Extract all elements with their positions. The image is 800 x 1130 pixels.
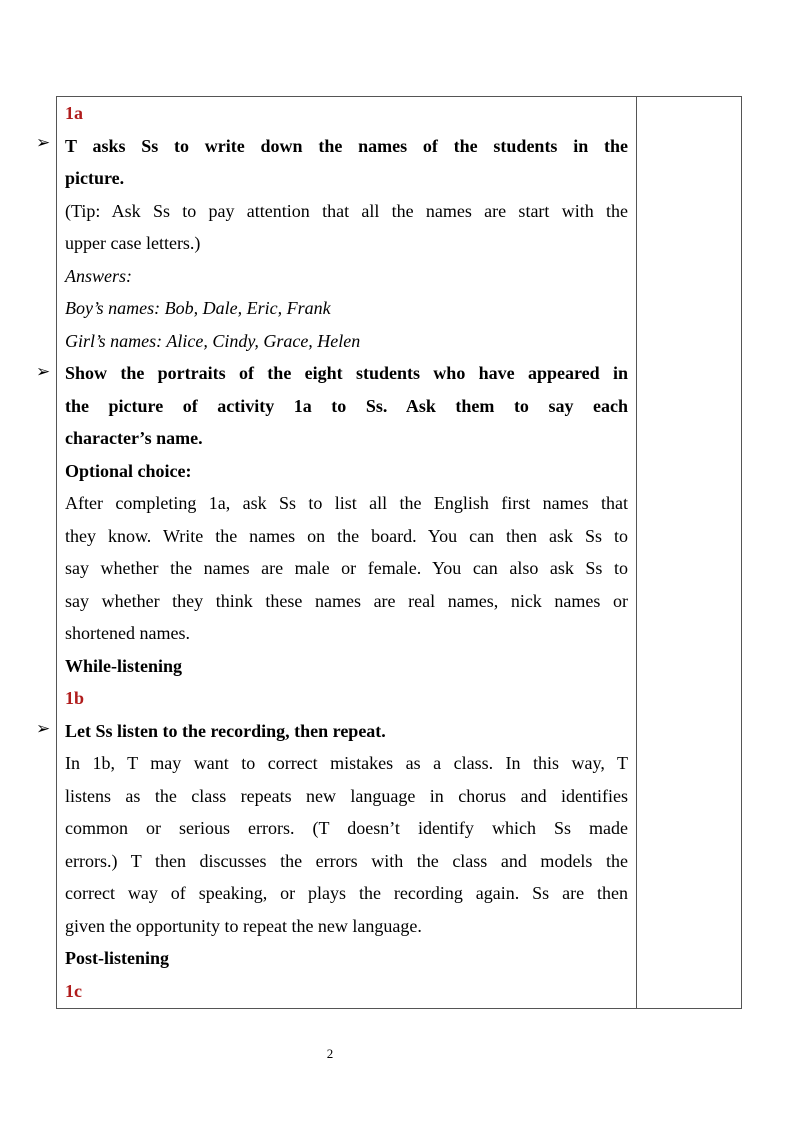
tip-line: upper case letters.) xyxy=(65,233,201,253)
body-line: given the opportunity to repeat the new language. xyxy=(65,915,422,936)
instruction-line: T asks Ss to write down the names of the students in the xyxy=(65,135,628,156)
optional-line: they know. Write the names on the board. You can then ask Ss to xyxy=(65,525,628,546)
body-line: common or serious errors. (T doesn’t identify which Ss made xyxy=(65,818,628,838)
section-1b-heading: 1b xyxy=(65,688,85,708)
bullet-arrow-icon: ➢ xyxy=(36,362,51,381)
bullet-arrow-icon: ➢ xyxy=(36,133,51,152)
while-listening-heading: While-listening xyxy=(65,655,183,676)
instruction-line: picture. xyxy=(65,168,125,188)
optional-choice-label: Optional choice: xyxy=(65,460,192,481)
optional-line: say whether they think these names are real names, nick names or xyxy=(65,590,628,611)
section-1c-heading: 1c xyxy=(65,980,82,1001)
girls-names: Girl’s names: Alice, Cindy, Grace, Helen xyxy=(65,330,361,351)
section-1a-heading: 1a xyxy=(65,103,83,123)
tip-line: (Tip: Ask Ss to pay attention that all the names are start with the xyxy=(65,200,628,221)
instruction-line: the picture of activity 1a to Ss. Ask them to say each xyxy=(65,395,628,416)
page-number: 2 xyxy=(326,1046,334,1061)
post-listening-heading: Post-listening xyxy=(65,948,170,968)
boys-names: Boy’s names: Bob, Dale, Eric, Frank xyxy=(65,298,331,318)
optional-line: shortened names. xyxy=(65,623,190,643)
lesson-content-cell xyxy=(65,97,628,1007)
answers-label: Answers: xyxy=(65,265,132,286)
body-line: correct way of speaking, or plays the recording again. Ss are then xyxy=(65,883,628,903)
instruction-line: Let Ss listen to the recording, then repeat. xyxy=(65,720,386,741)
instruction-line: Show the portraits of the eight students who have appeared in xyxy=(65,363,628,383)
body-line: listens as the class repeats new language in chorus and identifies xyxy=(65,785,628,806)
body-line: In 1b, T may want to correct mistakes as a class. In this way, T xyxy=(65,753,628,773)
body-line: errors.) T then discusses the errors with the class and models the xyxy=(65,850,628,871)
column-divider xyxy=(636,97,637,1008)
bullet-arrow-icon: ➢ xyxy=(36,719,51,738)
optional-line: say whether the names are male or female. You can also ask Ss to xyxy=(65,558,628,578)
instruction-line: character’s name. xyxy=(65,428,203,448)
optional-line: After completing 1a, ask Ss to list all the English first names that xyxy=(65,493,628,513)
lesson-table xyxy=(56,96,742,1009)
